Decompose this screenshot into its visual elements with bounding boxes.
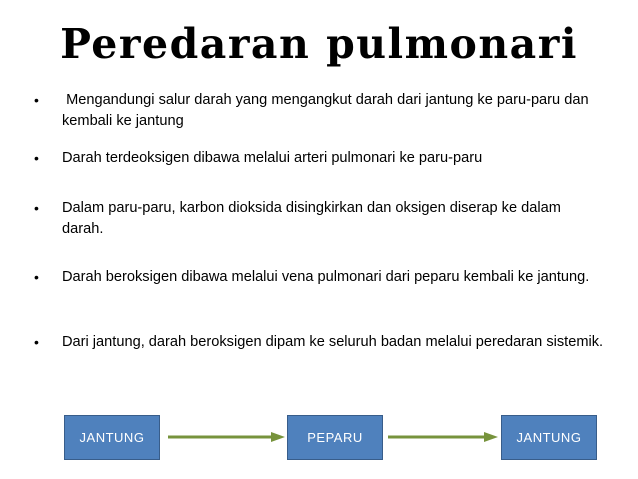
bullet-item xyxy=(34,148,604,169)
bullet-item xyxy=(34,90,604,132)
bullet-icon: • xyxy=(34,92,39,108)
bullet-text: Darah beroksigen dibawa melalui vena pulmonari dari peparu kembali ke jantung. xyxy=(62,269,590,285)
bullet-text: Mengandungi salur darah yang mengangkut darah dari jantung ke paru-paru dan kembali ke jantung xyxy=(62,92,593,129)
bullet-icon: • xyxy=(34,200,39,216)
bullet-item xyxy=(34,198,604,240)
bullet-text: Dalam paru-paru, karbon dioksida disingkirkan dan oksigen diserap ke dalam darah. xyxy=(62,200,561,237)
bullet-icon: • xyxy=(34,150,39,166)
bullet-item xyxy=(34,267,604,288)
bullet-text: Dari jantung, darah beroksigen dipam ke seluruh badan melalui peredaran sistemik. xyxy=(62,334,604,350)
flow-box-jantung-start: JANTUNG xyxy=(64,415,160,460)
flow-box-peparu: PEPARU xyxy=(287,415,383,460)
flow-box-jantung-end: JANTUNG xyxy=(501,415,597,460)
bullet-item xyxy=(34,332,604,353)
bullet-icon: • xyxy=(34,334,39,350)
bullet-icon: • xyxy=(34,269,39,285)
slide-title: Peredaran pulmonari xyxy=(60,20,578,68)
bullet-text: Darah terdeoksigen dibawa melalui arteri pulmonari ke paru-paru xyxy=(62,150,483,166)
